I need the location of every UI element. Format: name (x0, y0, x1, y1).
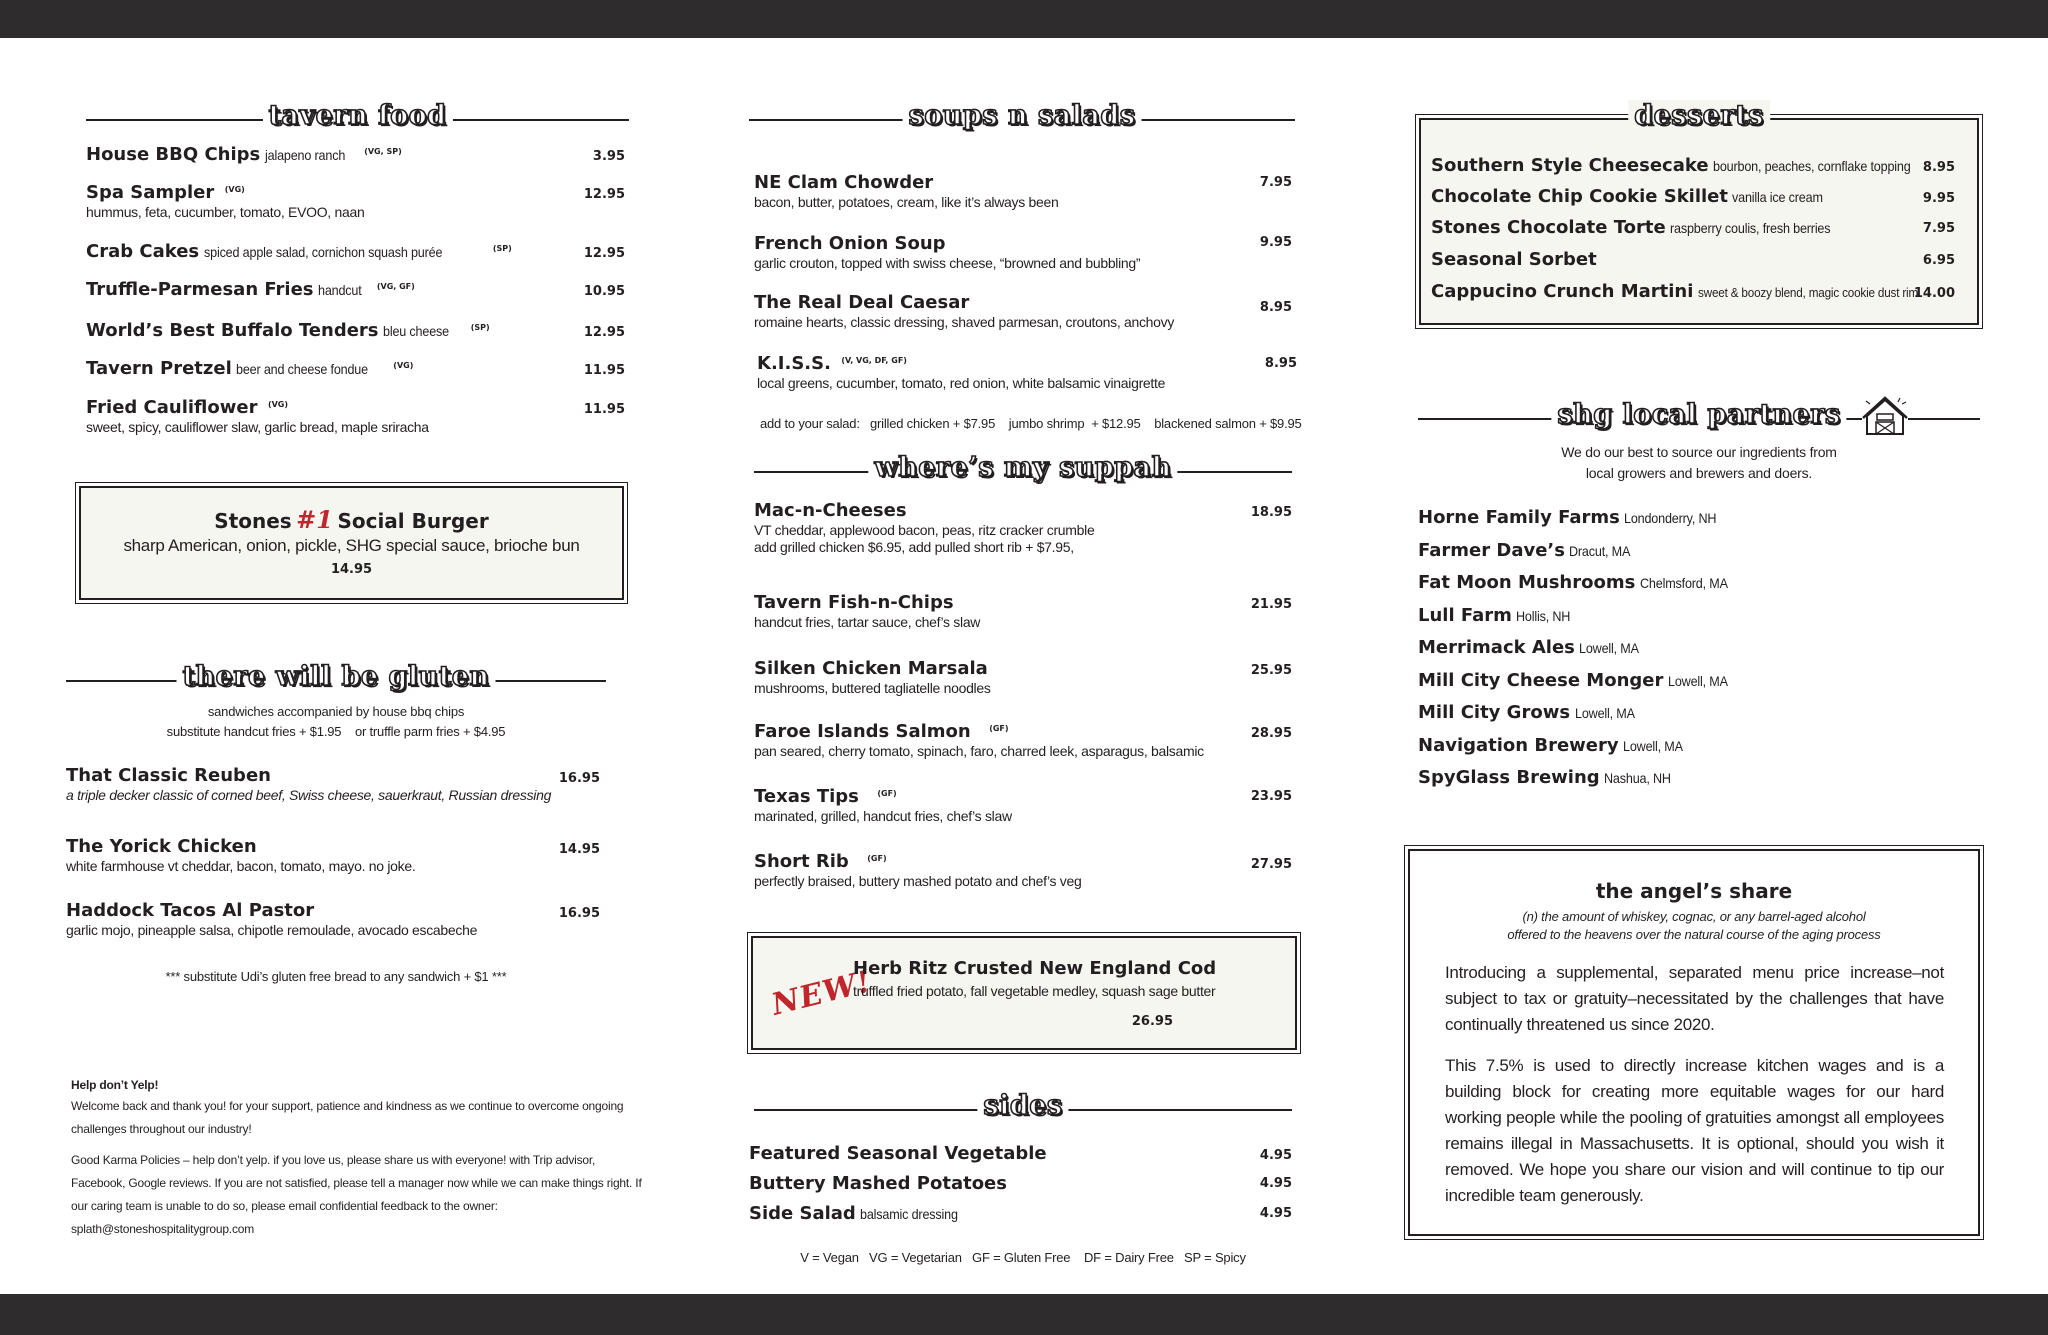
partner-item: Merrimack Ales Lowell, MA (1418, 637, 1640, 658)
list-item: Seasonal Sorbet (1431, 249, 1597, 270)
list-item: Side Salad balsamic dressing (749, 1203, 959, 1224)
barn-icon (1862, 394, 1908, 438)
partner-item: Farmer Dave’s Dracut, MA (1418, 540, 1631, 561)
gluten-note: sandwiches accompanied by house bbq chips (207, 704, 465, 719)
feedback-notice (71, 1075, 651, 1241)
list-item: Haddock Tacos Al Pastor garlic mojo, pineapple salsa, chipotle remoulade, avocado escabeche (66, 900, 478, 938)
price: 23.95 (1250, 789, 1292, 804)
list-item: Short Rib $^{(GF)}$ perfectly braised, buttery mashed potato and chef’s veg (754, 851, 1082, 889)
dietary-legend: V = Vegan VG = Vegetarian GF = Gluten Free DF = Dairy Free SP = Spicy (800, 1250, 1246, 1265)
angels-share-definition: offered to the heavens over the natural course of the aging process (1507, 927, 1881, 942)
partner-item: SpyGlass Brewing Nashua, NH (1418, 767, 1671, 788)
gluten-substitute-note: substitute handcut fries + $1.95 or truffle parm fries + $4.95 (166, 724, 506, 739)
list-item: Tavern Fish-n-Chips handcut fries, tartar sauce, chef’s slaw (754, 592, 981, 630)
price: 28.95 (1250, 726, 1292, 741)
price: 3.95 (592, 149, 625, 164)
partner-item: Fat Moon Mushrooms Chelmsford, MA (1418, 572, 1728, 593)
list-item: Buttery Mashed Potatoes (749, 1173, 1007, 1194)
list-item: Southern Style Cheesecake bourbon, peaches, cornflake topping (1431, 155, 1911, 176)
partner-item: Navigation Brewery Lowell, MA (1418, 735, 1683, 756)
list-item: Faroe Islands Salmon $^{(GF)}$ pan seared, cherry tomato, spinach, faro, charred leek, asparagus, balsamic (754, 721, 1204, 759)
price: 21.95 (1250, 597, 1292, 612)
list-item: Texas Tips $^{(GF)}$ marinated, grilled, handcut fries, chef’s slaw (754, 786, 1012, 824)
partners-heading: shg local partners (1418, 403, 1980, 433)
angels-share-title: the angel’s share (1595, 879, 1793, 903)
burger-description: sharp American, onion, pickle, SHG special sauce, brioche bun (123, 536, 580, 555)
angels-share-definition: (n) the amount of whiskey, cognac, or any barrel-aged alcohol (1522, 909, 1866, 924)
list-item: Chocolate Chip Cookie Skillet vanilla ice cream (1431, 186, 1824, 207)
burger-feature-box: Stones #1 Social Burger sharp American, onion, pickle, SHG special sauce, brioche bun 14.95 (79, 486, 624, 600)
price: 14.95 (558, 842, 600, 857)
price: 25.95 (1250, 663, 1292, 678)
desserts-heading: desserts (1419, 104, 1979, 134)
price: 7.95 (1922, 221, 1955, 236)
list-item: Tavern Pretzel beer and cheese fondue $^{(VG)}$ (86, 358, 414, 379)
price: 14.00 (1913, 286, 1955, 301)
list-item: K.I.S.S. $^{(V, VG, DF, GF)}$ local greens, cucumber, tomato, red onion, white balsamic vinaigrette (757, 353, 1166, 391)
angels-share-paragraph: This 7.5% is used to directly increase kitchen wages and is a building block for creating more equitable wages for our hard working people while the pooling of gratuities amongst all employees remains illegal in Massachusetts. It is optional, should you wish it removed. We hope you share our vision and will continue to tip our incredible team generously. (1445, 1056, 1944, 1205)
list-item: Stones Chocolate Torte raspberry coulis, fresh berries (1431, 217, 1831, 238)
new-badge: NEW! (768, 964, 875, 1023)
price: 11.95 (583, 363, 625, 378)
price: 27.95 (1250, 857, 1292, 872)
price: 12.95 (583, 325, 625, 340)
price: 10.95 (583, 284, 625, 299)
burger-number-mark: #1 (296, 505, 333, 534)
list-item: Cappucino Crunch Martini sweet & boozy blend, magic cookie dust rim (1431, 281, 1918, 302)
price: 16.95 (558, 771, 600, 786)
price: 6.95 (1922, 253, 1955, 268)
list-item: The Yorick Chicken white farmhouse vt cheddar, bacon, tomato, mayo. no joke. (66, 836, 416, 874)
bottom-band (0, 1294, 2048, 1335)
list-item: Featured Seasonal Vegetable (749, 1143, 1047, 1164)
price: 12.95 (583, 246, 625, 261)
special-item: Herb Ritz Crusted New England Cod truffled fried potato, fall vegetable medley, squash sage butter (853, 958, 1217, 999)
price: 4.95 (1259, 1206, 1292, 1221)
top-band (0, 0, 2048, 38)
feedback-paragraph: Welcome back and thank you! for your support, patience and kindness as we continue to overcome ongoing challenges throughout our industry! (71, 1099, 624, 1136)
list-item: That Classic Reuben a triple decker classic of corned beef, Swiss cheese, sauerkraut, Russian dressing (66, 765, 552, 803)
price: 4.95 (1259, 1148, 1292, 1163)
list-item: Crab Cakes spiced apple salad, cornichon squash purée $^{(SP)}$ (86, 241, 512, 262)
list-item: Mac-n-Cheeses VT cheddar, applewood bacon, peas, ritz cracker crumble add grilled chicken $6.95, add pulled short rib + $7.95, (754, 500, 1095, 555)
partners-intro: We do our best to source our ingredients from (1561, 444, 1837, 460)
list-item: French Onion Soup garlic crouton, topped with swiss cheese, “browned and bubbling” (754, 233, 1141, 271)
tavern-food-heading: tavern food (86, 104, 629, 134)
list-item: World’s Best Buffalo Tenders bleu cheese $^{(SP)}$ (86, 320, 490, 341)
suppah-heading: where’s my suppah (754, 456, 1292, 486)
angels-share-paragraph: Introducing a supplemental, separated menu price increase–not subject to tax or gratuity–necessitated by the challenges that have continually threatened us since 2020. (1445, 963, 1944, 1034)
special-price: 26.95 (1131, 1014, 1173, 1029)
price: 8.95 (1264, 356, 1297, 371)
angels-share-box (1408, 849, 1980, 1236)
partner-item: Horne Family Farms Londonderry, NH (1418, 507, 1717, 528)
salad-addons: add to your salad: grilled chicken + $7.95 jumbo shrimp + $12.95 blackened salmon + $9.95 (760, 416, 1302, 431)
price: 16.95 (558, 906, 600, 921)
list-item: Truffle-Parmesan Fries handcut $^{(VG, GF)}$ (86, 279, 415, 300)
partners-intro: local growers and brewers and doers. (1585, 465, 1813, 481)
price: 9.95 (1259, 235, 1292, 250)
partner-item: Mill City Grows Lowell, MA (1418, 702, 1635, 723)
feedback-paragraph: Good Karma Policies – help don’t yelp. if you love us, please share us with everyone! with Trip advisor, Facebook, Google reviews. If you are not satisfied, please tell a manager now while we can make things right. If our caring team is unable to do so, please email confidential feedback to the owner: splath@stoneshospitalitygroup.com (71, 1153, 642, 1236)
list-item: Spa Sampler $^{(VG)}$ hummus, feta, cucumber, tomato, EVOO, naan (86, 182, 365, 220)
price: 12.95 (583, 187, 625, 202)
list-item: The Real Deal Caesar romaine hearts, classic dressing, shaved parmesan, croutons, anchovy (754, 292, 1175, 330)
soups-salads-heading: soups n salads (749, 104, 1295, 134)
partner-item: Mill City Cheese Monger Lowell, MA (1418, 670, 1728, 691)
price: 11.95 (583, 402, 625, 417)
sides-heading: sides (754, 1094, 1292, 1124)
list-item: NE Clam Chowder bacon, butter, potatoes, cream, like it’s always been (754, 172, 1059, 210)
price: 9.95 (1922, 191, 1955, 206)
price: 8.95 (1922, 160, 1955, 175)
partner-item: Lull Farm Hollis, NH (1418, 605, 1571, 626)
price: 7.95 (1259, 175, 1292, 190)
special-feature-box (751, 936, 1297, 1050)
burger-price: 14.95 (330, 562, 373, 577)
price: 18.95 (1250, 505, 1292, 520)
price: 4.95 (1259, 1176, 1292, 1191)
list-item: House BBQ Chips jalapeno ranch $^{(VG, SP)}$ (86, 144, 402, 165)
feedback-title: Help don’t Yelp! (71, 1078, 159, 1092)
list-item: Fried Cauliflower $^{(VG)}$ sweet, spicy, cauliflower slaw, garlic bread, maple sriracha (86, 397, 429, 435)
price: 8.95 (1259, 300, 1292, 315)
gluten-heading: there will be gluten (66, 665, 606, 695)
gluten-free-note: *** substitute Udi’s gluten free bread to any sandwich + $1 *** (165, 969, 507, 984)
list-item: Silken Chicken Marsala mushrooms, buttered tagliatelle noodles (754, 658, 991, 696)
